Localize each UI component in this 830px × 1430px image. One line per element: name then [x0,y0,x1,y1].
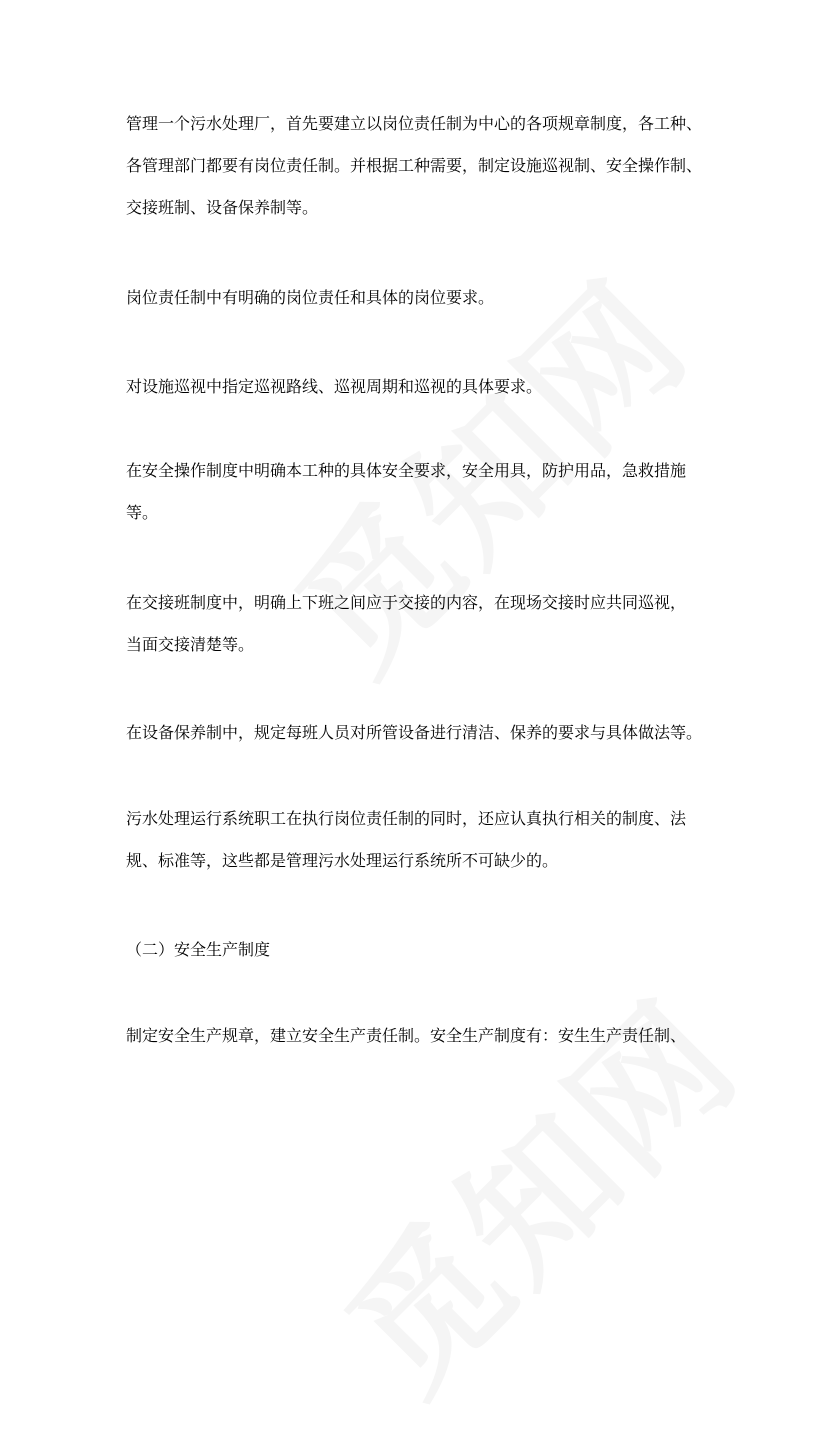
paragraph-2 [126,277,716,319]
paragraph-1 [126,103,716,229]
text-line: 对设施巡视中指定巡视路线、巡视周期和巡视的具体要求。 [126,377,543,396]
paragraph-6 [126,712,716,754]
text-line: 交接班制、设备保养制等。 [126,198,319,217]
text-line: （二）安全生产制度 [126,940,271,959]
text-line: 等。 [126,503,159,522]
text-line: 岗位责任制中有明确的岗位责任和具体的岗位要求。 [126,288,495,307]
paragraph-5 [126,582,716,666]
text-line: 污水处理运行系统职工在执行岗位责任制的同时，还应认真执行相关的制度、法 [126,809,687,828]
text-line: 当面交接清楚等。 [126,635,255,654]
paragraph-4 [126,450,716,534]
text-line: 制定安全生产规章，建立安全生产责任制。安全生产制度有：安生生产责任制、 [126,1026,687,1045]
section-heading [126,929,716,971]
text-line: 管理一个污水处理厂，首先要建立以岗位责任制为中心的各项规章制度，各工种、 [126,114,703,133]
paragraph-8 [126,1015,716,1057]
text-line: 规、标准等，这些都是管理污水处理运行系统所不可缺少的。 [126,851,559,870]
paragraph-7 [126,798,716,882]
text-line: 各管理部门都要有岗位责任制。并根据工种需要，制定设施巡视制、安全操作制、 [126,156,703,175]
text-line: 在交接班制度中，明确上下班之间应于交接的内容，在现场交接时应共同巡视， [126,593,687,612]
text-line: 在安全操作制度中明确本工种的具体安全要求，安全用具，防护用品，急救措施 [126,461,687,480]
text-line: 在设备保养制中，规定每班人员对所管设备进行清洁、保养的要求与具体做法等。 [126,723,703,742]
paragraph-3 [126,366,716,408]
